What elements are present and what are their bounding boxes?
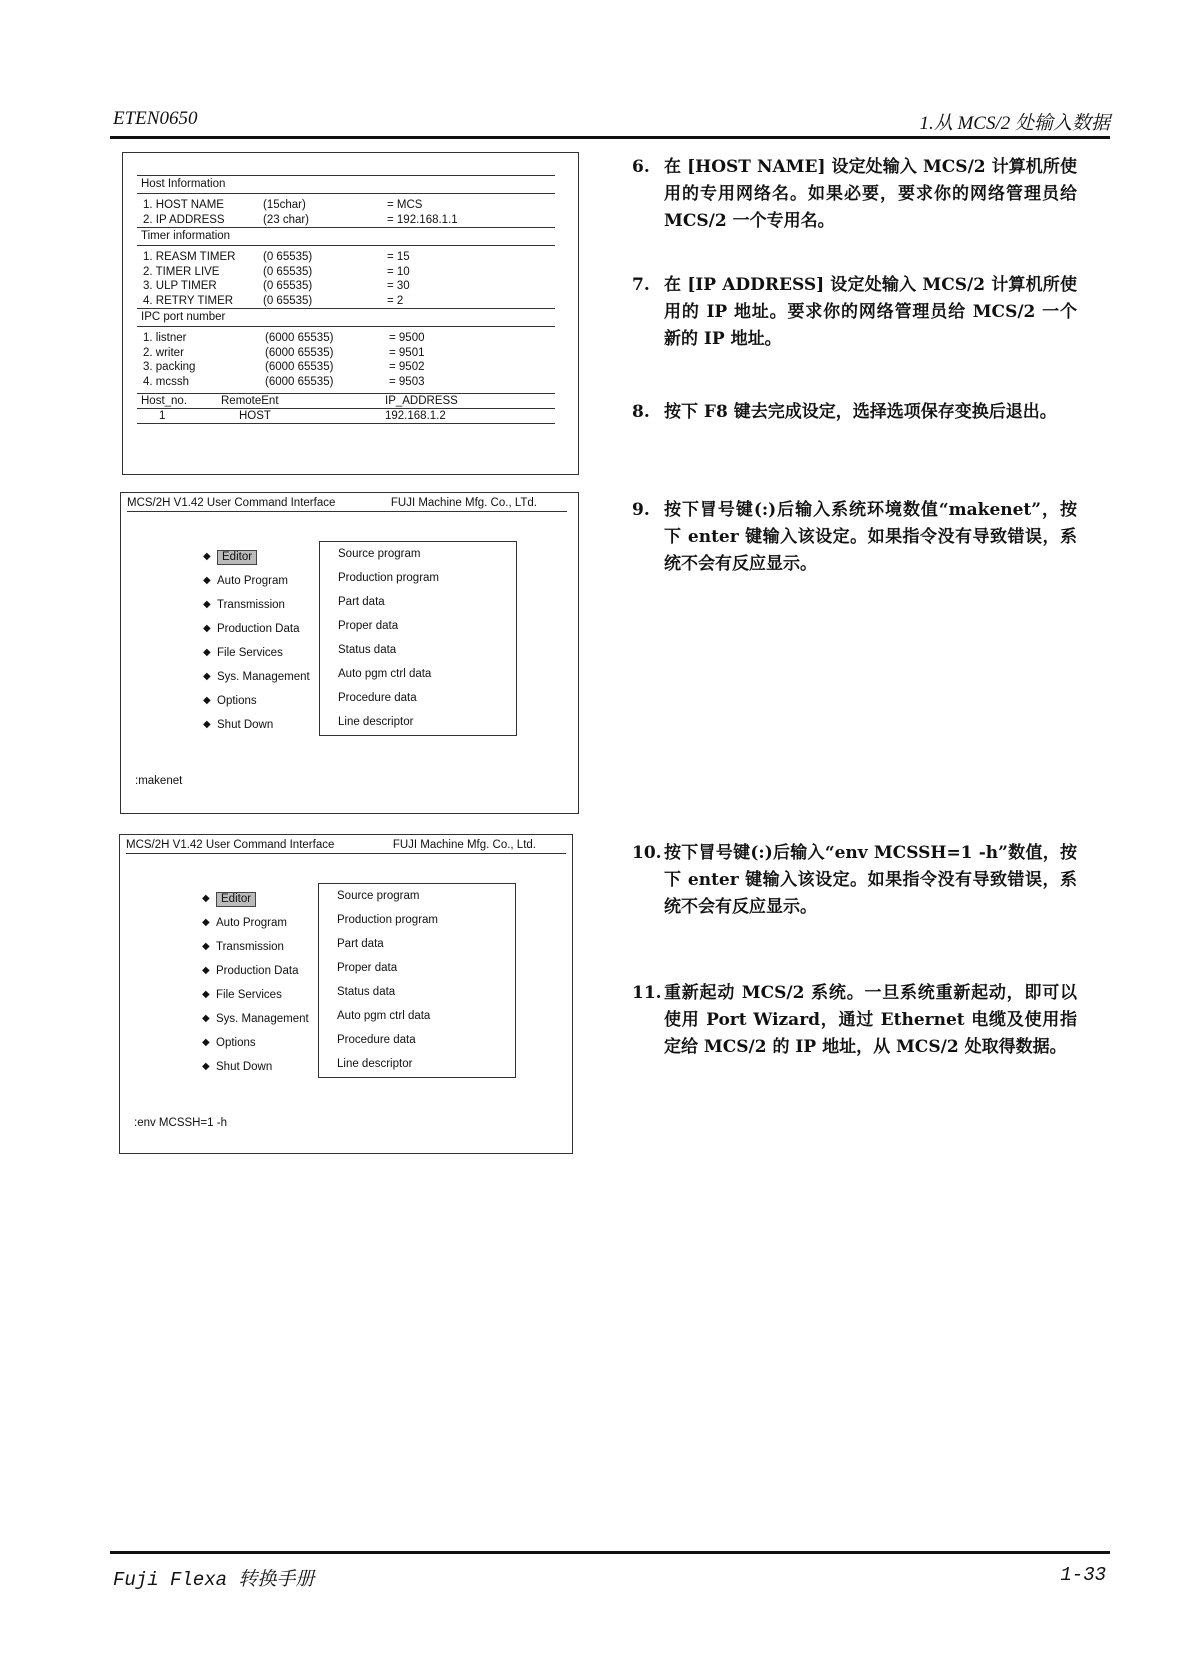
ipc-row xyxy=(137,331,555,346)
diamond-bullet-icon: ◆ xyxy=(202,1013,210,1024)
main-menu xyxy=(203,545,323,737)
field-range: (0 65535) xyxy=(263,294,313,307)
page-number: 1-33 xyxy=(1060,1564,1106,1586)
menu-item-label: Sys. Management xyxy=(217,671,310,683)
menu-item-auto-program[interactable] xyxy=(202,911,322,935)
menu-item-label: Auto Program xyxy=(217,575,288,587)
column-header: Host_no. xyxy=(141,395,188,407)
step-text: 重新起动 MCS/2 系统。一旦系统重新起动，即可以使用 Port Wizard，通过 Ethernet 电缆及使用指定给 MCS/2 的 IP 地址，从 MCS/2 处取得数据。 xyxy=(664,983,1077,1057)
timer-row xyxy=(137,250,555,265)
menu-item-transmission[interactable] xyxy=(202,935,322,959)
field-name: 1. listner xyxy=(143,332,187,344)
timer-info-title: Timer information xyxy=(137,227,555,246)
page-footer xyxy=(110,1551,1110,1591)
submenu-item[interactable]: Status data xyxy=(338,644,397,656)
step-6 xyxy=(632,154,1077,235)
field-value: = 15 xyxy=(387,251,410,263)
ipc-row xyxy=(137,375,555,390)
vendor-name: FUJI Machine Mfg. Co., Ltd. xyxy=(392,839,536,851)
field-value: = 30 xyxy=(387,280,410,292)
submenu-item[interactable]: Procedure data xyxy=(338,692,417,704)
diamond-bullet-icon: ◆ xyxy=(203,551,211,562)
menu-item-shut-down[interactable] xyxy=(202,1055,322,1079)
step-number: 11. xyxy=(632,983,662,1003)
window-title-bar xyxy=(126,837,566,854)
submenu-item[interactable]: Part data xyxy=(337,938,384,950)
host-row xyxy=(137,213,555,228)
menu-item-label: File Services xyxy=(216,989,282,1001)
ipc-row xyxy=(137,346,555,361)
step-number: 9. xyxy=(632,500,650,520)
submenu-item[interactable]: Status data xyxy=(337,986,396,998)
menu-item-auto-program[interactable] xyxy=(203,569,323,593)
field-name: 2. TIMER LIVE xyxy=(143,265,220,278)
field-range: (23 char) xyxy=(263,213,310,226)
host-table-header xyxy=(137,394,555,409)
submenu-item[interactable]: Production program xyxy=(338,572,439,584)
field-range: (6000 65535) xyxy=(265,361,334,373)
menu-item-label: Auto Program xyxy=(216,917,287,929)
table-cell: 192.168.1.2 xyxy=(385,410,446,422)
menu-item-sys-management[interactable] xyxy=(202,1007,322,1031)
diamond-bullet-icon: ◆ xyxy=(203,671,211,682)
field-name: 1. REASM TIMER xyxy=(143,251,236,263)
diamond-bullet-icon: ◆ xyxy=(202,989,210,1000)
diamond-bullet-icon: ◆ xyxy=(202,917,210,928)
field-name: 1. HOST NAME xyxy=(143,199,224,211)
field-name: 4. mcssh xyxy=(143,375,190,388)
field-name: 2. writer xyxy=(143,346,184,359)
window-title: MCS/2H V1.42 User Command Interface xyxy=(126,839,335,851)
submenu-item[interactable]: Part data xyxy=(338,596,385,608)
step-number: 6. xyxy=(632,157,650,177)
command-interface-screenshot-2 xyxy=(119,834,573,1154)
menu-item-file-services[interactable] xyxy=(203,641,323,665)
menu-item-label: Production Data xyxy=(217,623,300,635)
submenu-item[interactable]: Line descriptor xyxy=(338,716,414,728)
menu-item-label: File Services xyxy=(217,647,283,659)
menu-item-editor[interactable] xyxy=(202,887,322,911)
step-text: 按下冒号键(:)后输入“env MCSSH=1 -h”数值，按下 enter 键输入该设定。如果指令没有导致错误，系统不会有反应显示。 xyxy=(664,843,1077,917)
diamond-bullet-icon: ◆ xyxy=(202,965,210,976)
menu-item-label: Transmission xyxy=(216,941,284,953)
window-title: MCS/2H V1.42 User Command Interface xyxy=(127,497,336,509)
field-range: (15char) xyxy=(263,199,306,211)
menu-item-label: Options xyxy=(216,1037,256,1049)
host-table xyxy=(137,393,555,424)
submenu-item[interactable]: Production program xyxy=(337,914,438,926)
command-interface-screenshot-1 xyxy=(120,492,579,814)
vendor-name: FUJI Machine Mfg. Co., LTd. xyxy=(390,497,537,509)
table-cell: 1 xyxy=(159,410,166,422)
menu-item-label: Editor xyxy=(216,892,256,907)
ipc-row xyxy=(137,360,555,375)
host-information-screenshot xyxy=(122,152,579,475)
menu-item-sys-management[interactable] xyxy=(203,665,323,689)
field-value: = 192.168.1.1 xyxy=(387,213,458,226)
submenu-item[interactable]: Line descriptor xyxy=(337,1058,413,1070)
table-row xyxy=(137,409,555,423)
field-range: (0 65535) xyxy=(263,265,313,278)
timer-row xyxy=(137,294,555,309)
manual-title: Fuji Flexa 转换手册 xyxy=(113,1569,315,1591)
timer-row xyxy=(137,279,555,294)
field-range: (6000 65535) xyxy=(265,346,334,359)
menu-item-label: Transmission xyxy=(217,599,285,611)
column-header: IP_ADDRESS xyxy=(385,395,458,407)
menu-item-file-services[interactable] xyxy=(202,983,322,1007)
menu-item-production-data[interactable] xyxy=(203,617,323,641)
diamond-bullet-icon: ◆ xyxy=(203,695,211,706)
step-11 xyxy=(632,980,1077,1061)
submenu-item[interactable]: Source program xyxy=(337,890,420,902)
step-text: 按下冒号键(:)后输入系统环境数值“makenet”，按下 enter 键输入该设定。如果指令没有导致错误，系统不会有反应显示。 xyxy=(664,500,1077,574)
field-value: = 9500 xyxy=(389,332,425,344)
diamond-bullet-icon: ◆ xyxy=(202,1037,210,1048)
editor-submenu xyxy=(319,541,517,736)
menu-item-editor[interactable] xyxy=(203,545,323,569)
field-name: 3. packing xyxy=(143,361,196,373)
field-value: = 9503 xyxy=(389,375,425,388)
field-name: 3. ULP TIMER xyxy=(143,280,217,292)
submenu-item[interactable]: Auto pgm ctrl data xyxy=(338,668,432,680)
diamond-bullet-icon: ◆ xyxy=(203,647,211,658)
step-text: 按下 F8 键去完成设定，选择选项保存变换后退出。 xyxy=(664,402,1057,422)
menu-item-label: Editor xyxy=(217,550,257,565)
editor-submenu xyxy=(318,883,516,1078)
submenu-item[interactable]: Proper data xyxy=(338,620,399,632)
step-8 xyxy=(632,399,1077,426)
field-value: = 9501 xyxy=(389,346,425,359)
submenu-item[interactable]: Source program xyxy=(338,548,421,560)
step-number: 7. xyxy=(632,275,650,295)
page-header xyxy=(110,104,1110,139)
field-value: = 9502 xyxy=(389,361,425,373)
diamond-bullet-icon: ◆ xyxy=(203,599,211,610)
step-10 xyxy=(632,840,1077,921)
menu-item-label: Shut Down xyxy=(216,1061,273,1073)
doc-id: ETEN0650 xyxy=(113,108,198,129)
menu-item-transmission[interactable] xyxy=(203,593,323,617)
timer-row xyxy=(137,265,555,280)
step-number: 10. xyxy=(632,843,662,863)
ipc-port-title: IPC port number xyxy=(137,308,555,327)
field-value: = MCS xyxy=(387,199,423,211)
submenu-item[interactable]: Proper data xyxy=(337,962,398,974)
menu-item-options[interactable] xyxy=(203,689,323,713)
submenu-item[interactable]: Procedure data xyxy=(337,1034,416,1046)
diamond-bullet-icon: ◆ xyxy=(203,719,211,730)
table-cell: HOST xyxy=(239,410,271,422)
field-name: 2. IP ADDRESS xyxy=(143,213,225,226)
menu-item-label: Sys. Management xyxy=(216,1013,309,1025)
menu-item-label: Options xyxy=(217,695,257,707)
diamond-bullet-icon: ◆ xyxy=(203,623,211,634)
field-range: (0 65535) xyxy=(263,251,313,263)
menu-item-production-data[interactable] xyxy=(202,959,322,983)
field-value: = 2 xyxy=(387,294,404,307)
field-value: = 10 xyxy=(387,265,410,278)
field-name: 4. RETRY TIMER xyxy=(143,294,234,307)
field-range: (6000 65535) xyxy=(265,332,334,344)
step-text: 在 [IP ADDRESS] 设定处输入 MCS/2 计算机所使用的 IP 地址。要求你的网络管理员给 MCS/2 一个新的 IP 地址。 xyxy=(664,275,1077,349)
step-text: 在 [HOST NAME] 设定处输入 MCS/2 计算机所使用的专用网络名。如果必要，要求你的网络管理员给 MCS/2 一个专用名。 xyxy=(664,157,1077,231)
host-info-title: Host Information xyxy=(137,175,555,194)
step-9 xyxy=(632,497,1077,578)
submenu-item[interactable]: Auto pgm ctrl data xyxy=(337,1010,431,1022)
column-header: RemoteEnt xyxy=(221,395,279,407)
field-range: (0 65535) xyxy=(263,280,313,292)
diamond-bullet-icon: ◆ xyxy=(202,941,210,952)
diamond-bullet-icon: ◆ xyxy=(203,575,211,586)
step-number: 8. xyxy=(632,402,650,422)
window-title-bar xyxy=(127,495,567,512)
diamond-bullet-icon: ◆ xyxy=(202,893,210,904)
menu-item-options[interactable] xyxy=(202,1031,322,1055)
command-line[interactable]: :makenet xyxy=(135,775,183,787)
menu-item-label: Production Data xyxy=(216,965,299,977)
field-range: (6000 65535) xyxy=(265,375,334,388)
menu-item-shut-down[interactable] xyxy=(203,713,323,737)
diamond-bullet-icon: ◆ xyxy=(202,1061,210,1072)
step-7 xyxy=(632,272,1077,353)
section-title: 1.从 MCS/2 处输入数据 xyxy=(919,113,1110,134)
host-row xyxy=(137,198,555,213)
command-line[interactable]: :env MCSSH=1 -h xyxy=(134,1117,227,1129)
main-menu xyxy=(202,887,322,1079)
menu-item-label: Shut Down xyxy=(217,719,274,731)
